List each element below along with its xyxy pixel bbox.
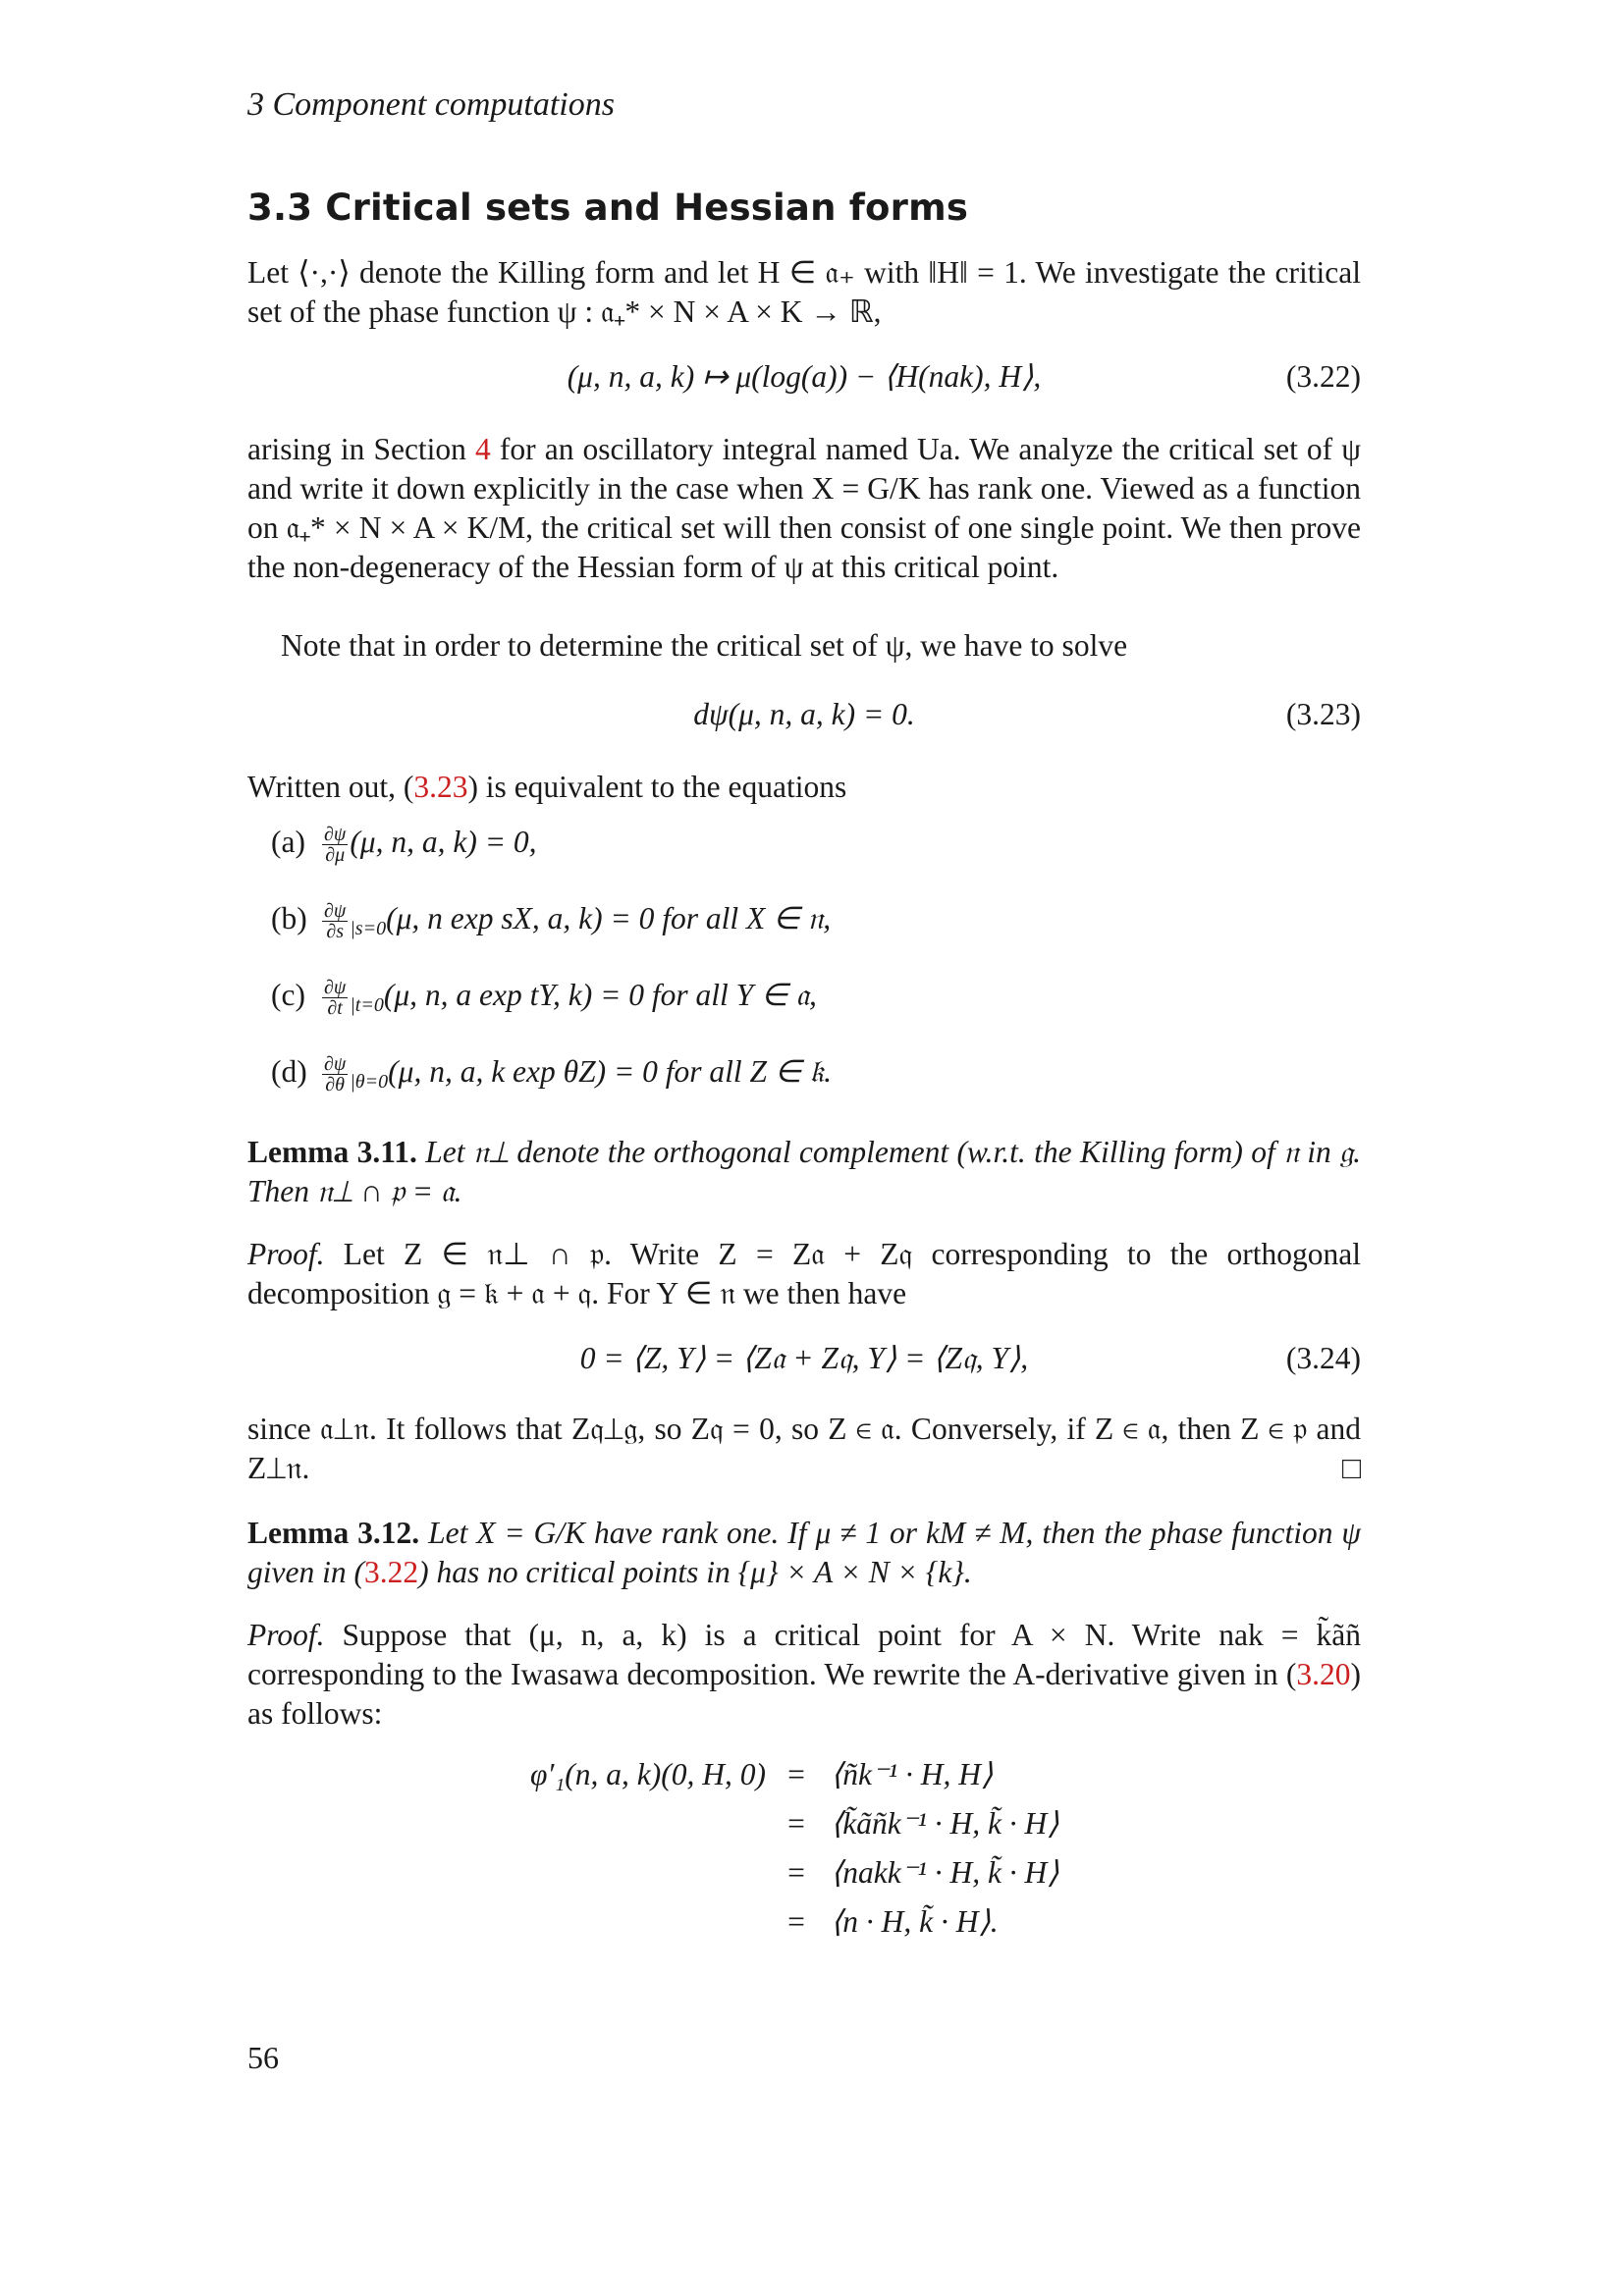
condition-expression: (μ, n, a exp tY, k) = 0 for all Y ∈ 𝔞,: [383, 978, 817, 1012]
lemma-statement: ) has no critical points in {μ} × A × N × {k}.: [418, 1555, 972, 1589]
equation-body: dψ(μ, n, a, k) = 0.: [693, 697, 915, 731]
condition-c: (c) $\frac{\partial\psi}{\partial t}$ $_{|t=0}$(μ, n, a exp tY, k) = 0 for all Y ∈ 𝔞,: [271, 977, 817, 1020]
lemma-statement: Let X = G/K have rank one. If μ ≠ 1 or kM ≠ M, then the phase function ψ given in (: [247, 1516, 1361, 1589]
proof-text: since 𝔞⊥𝔫. It follows that Z𝔮⊥𝔤, so Z𝔮 = 0, so Z ∈ 𝔞. Conversely, if Z ∈ 𝔞, then Z ∈ 𝔭 and Z⊥𝔫.: [247, 1412, 1361, 1485]
proof-conclusion: [247, 1410, 1361, 1488]
equation-number: (3.24): [1285, 1341, 1361, 1375]
proof-lemma-3-11: [247, 1235, 1361, 1313]
equation-number: (3.23): [1285, 697, 1361, 731]
condition-expression: (μ, n, a, k exp θZ) = 0 for all Z ∈ 𝔨.: [388, 1054, 832, 1089]
condition-b: (b) $\frac{\partial\psi}{\partial s}$ $_{|s=0}$(μ, n exp sX, a, k) = 0 for all X ∈ 𝔫,: [271, 900, 832, 943]
proof-lemma-3-12: [247, 1616, 1361, 1734]
paragraph-text: ) is equivalent to the equations: [467, 770, 847, 804]
proof-text: Let Z ∈ 𝔫⊥ ∩ 𝔭. Write Z = Z𝔞 + Z𝔮 corresponding to the orthogonal decomposition 𝔤 = 𝔨 + 𝔞 + 𝔮. For Y ∈ 𝔫 we then have: [247, 1237, 1361, 1310]
proof-heading: Proof.: [247, 1618, 325, 1652]
condition-a: [271, 825, 1361, 868]
paragraph-text: for an oscillatory integral named Ua. We analyze the critical set of ψ and write it down explicitly in the case when X = G/K has rank one. Viewed as a function on 𝔞₊* × N × A × K/M, the critical set will then consist of one single point. We then prove the non-degeneracy of the Hessian form of ψ at this critical point.: [247, 432, 1361, 584]
condition-expression: (μ, n, a, k) = 0,: [350, 825, 537, 859]
derivation-row: = ⟨n · H, k̃ · H⟩.: [787, 1904, 999, 1939]
derivation-row: φ′₁(n, a, k)(0, H, 0) = ⟨ñk⁻¹ · H, H⟩: [530, 1757, 994, 1791]
equation-reference-link[interactable]: 3.23: [413, 770, 468, 804]
paragraph-text: arising in Section: [247, 432, 476, 466]
paragraph-note: Note that in order to determine the critical set of ψ, we have to solve: [281, 628, 1128, 663]
condition-label: (c): [271, 978, 305, 1012]
equation-3-23: [247, 697, 1361, 738]
derivation-row: = ⟨nakk⁻¹ · H, k̃ · H⟩: [787, 1855, 1059, 1890]
equation-3-22: [247, 359, 1361, 400]
equation-reference-link[interactable]: 3.20: [1296, 1657, 1351, 1691]
equation-reference-link[interactable]: 3.22: [363, 1555, 419, 1589]
condition-expression: (μ, n exp sX, a, k) = 0 for all X ∈ 𝔫,: [386, 901, 832, 935]
running-head: 3 Component computations: [247, 86, 615, 123]
condition-label: (a): [271, 825, 305, 859]
lemma-heading: Lemma 3.12.: [247, 1516, 420, 1550]
partial-derivative: $\frac{\partial\psi}{\partial s}$: [324, 900, 347, 943]
page-number: 56: [247, 2040, 279, 2075]
lemma-3-12: [247, 1514, 1361, 1592]
paragraph-written-out: [247, 768, 1361, 807]
section-title: 3.3 Critical sets and Hessian forms: [247, 187, 969, 229]
condition-d: (d) $\frac{\partial\psi}{\partial\theta}$ $_{|\theta=0}$(μ, n, a, k exp θZ) = 0 for all Z ∈ 𝔨.: [271, 1053, 832, 1096]
equation-3-24: [247, 1341, 1361, 1382]
lemma-heading: Lemma 3.11.: [247, 1135, 417, 1169]
proof-heading: Proof.: [247, 1237, 325, 1271]
partial-derivative: $\frac{\partial\psi}{\partial\theta}$: [324, 1053, 347, 1096]
lemma-statement: Let 𝔫⊥ denote the orthogonal complement (w.r.t. the Killing form) of 𝔫 in 𝔤. Then 𝔫⊥ ∩ 𝔭 = 𝔞.: [247, 1135, 1361, 1208]
partial-derivative: $\frac{\partial\psi}{\partial\mu}$: [324, 824, 347, 867]
condition-label: (d): [271, 1054, 307, 1089]
section-reference-link[interactable]: 4: [475, 432, 491, 466]
qed-square-icon: □: [1341, 1451, 1361, 1485]
derivation-row: = ⟨k̃ãñk⁻¹ · H, k̃ · H⟩: [787, 1806, 1059, 1841]
proof-text: ) as follows:: [247, 1657, 1361, 1731]
equation-body: (μ, n, a, k) ↦ μ(log(a)) − ⟨H(nak), H⟩,: [567, 359, 1042, 394]
paragraph-text: Written out, (: [247, 770, 414, 804]
condition-label: (b): [271, 901, 307, 935]
intro-paragraph: Let ⟨·,·⟩ denote the Killing form and let H ∈ 𝔞₊ with ‖H‖ = 1. We investigate the critical set of the phase function ψ : 𝔞₊* × N × A × K → ℝ,: [247, 255, 1361, 329]
equation-number: (3.22): [1285, 359, 1361, 394]
proof-text: Suppose that (μ, n, a, k) is a critical point for A × N. Write nak = k̃ãñ corresponding to the Iwasawa decomposition. We rewrite the A-derivative given in (: [247, 1618, 1361, 1691]
paragraph-critical-set: [247, 430, 1361, 587]
lemma-3-11: [247, 1133, 1361, 1211]
equation-body: 0 = ⟨Z, Y⟩ = ⟨Z𝔞 + Z𝔮, Y⟩ = ⟨Z𝔮, Y⟩,: [579, 1341, 1029, 1375]
partial-derivative: $\frac{\partial\psi}{\partial t}$: [324, 977, 347, 1020]
